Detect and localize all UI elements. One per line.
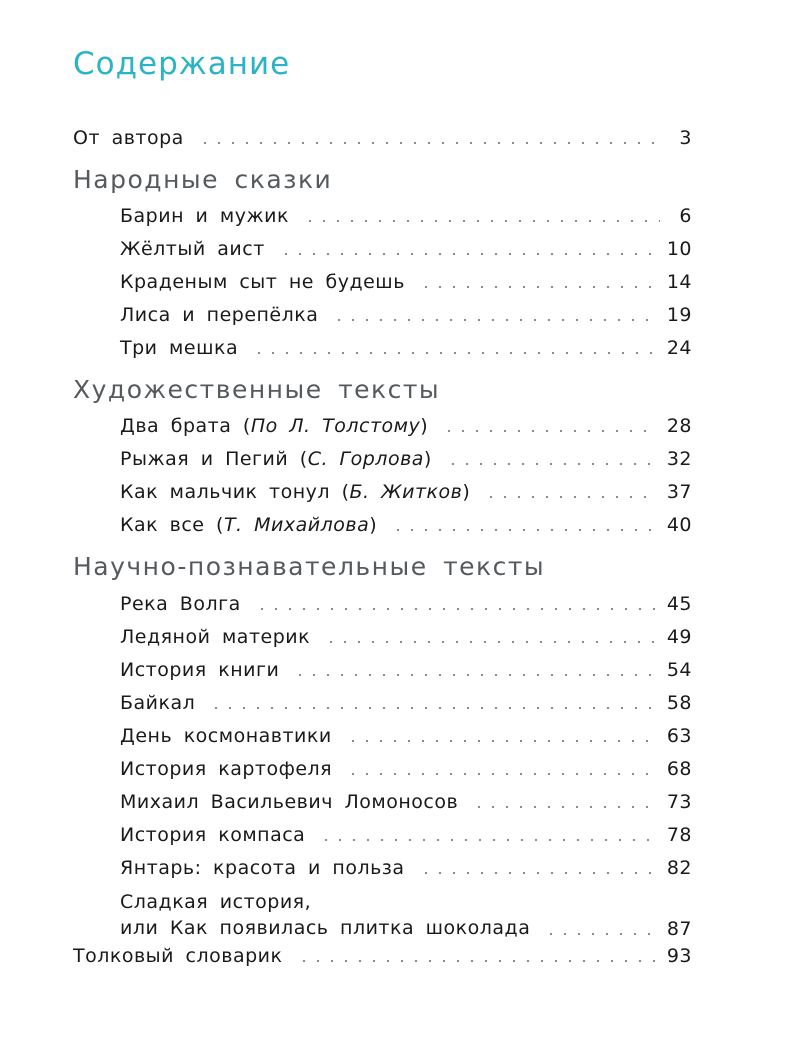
toc-entry[interactable]: [120, 238, 692, 260]
page-number: 78: [666, 824, 692, 846]
author-name: Т. Михайлова: [223, 514, 370, 536]
page-number: 68: [666, 758, 692, 780]
entry-label: Барин и мужик: [120, 205, 289, 227]
toc-entry[interactable]: [120, 448, 692, 470]
entry-label: Байкал: [120, 692, 196, 714]
entry-label: От автора: [73, 127, 184, 149]
section-heading: Народные сказки: [73, 165, 333, 194]
toc-entry[interactable]: [120, 758, 692, 780]
page-number: 24: [666, 337, 692, 359]
dot-leader: [472, 806, 657, 808]
toc-entry[interactable]: [120, 659, 692, 681]
author-name: Б. Житков: [349, 481, 463, 503]
author-name: По Л. Толстому: [250, 415, 421, 437]
entry-label: Как все (Т. Михайлова): [120, 514, 378, 536]
entry-label: Краденым сыт не будешь: [120, 271, 405, 293]
entry-label: [120, 890, 530, 940]
entry-label: Янтарь: красота и польза: [120, 857, 405, 879]
toc-entry[interactable]: [120, 791, 692, 813]
toc-entry[interactable]: [120, 271, 692, 293]
toc-entry[interactable]: [120, 481, 692, 503]
page-number: 40: [666, 514, 692, 536]
toc-entry[interactable]: [120, 205, 692, 227]
dot-leader: [544, 933, 656, 935]
entry-label-line: Сладкая история,: [120, 891, 312, 913]
dot-leader: [297, 960, 657, 962]
author-name: С. Горлова: [307, 448, 424, 470]
entry-label: Жёлтый аист: [120, 238, 265, 260]
page-number: 93: [666, 945, 692, 967]
page-number: 6: [679, 205, 692, 227]
section-heading: Научно-познавательные тексты: [73, 552, 546, 581]
entry-label: Михаил Васильевич Ломоносов: [120, 791, 459, 813]
dot-leader: [303, 220, 660, 222]
entry-label: Два брата (По Л. Толстому): [120, 415, 429, 437]
toc-entry[interactable]: [73, 945, 692, 967]
dot-leader: [419, 872, 657, 874]
toc-entry[interactable]: [120, 626, 692, 648]
entry-label: История книги: [120, 659, 280, 681]
page-number: 32: [666, 448, 692, 470]
page-number: 28: [666, 415, 692, 437]
page-number: 3: [679, 127, 692, 149]
page-number: 63: [666, 725, 692, 747]
page-number: 54: [666, 659, 692, 681]
toc-entry[interactable]: [120, 304, 692, 326]
page-number: 58: [666, 692, 692, 714]
dot-leader: [293, 674, 657, 676]
page-number: 49: [666, 626, 692, 648]
section-heading: Художественные тексты: [73, 375, 441, 404]
entry-label: Река Волга: [120, 593, 241, 615]
toc-entry[interactable]: [73, 127, 692, 149]
toc-entry[interactable]: [120, 725, 692, 747]
dot-leader: [209, 707, 657, 709]
dot-leader: [346, 740, 657, 742]
dot-leader: [346, 773, 657, 775]
dot-leader: [255, 608, 657, 610]
dot-leader: [252, 352, 657, 354]
toc-entry[interactable]: [120, 415, 692, 437]
page-number: 73: [666, 791, 692, 813]
page-number: 87: [666, 918, 692, 940]
entry-label: История картофеля: [120, 758, 333, 780]
toc-entry[interactable]: [120, 514, 692, 536]
toc-entry[interactable]: [120, 692, 692, 714]
dot-leader: [279, 253, 657, 255]
page-number: 37: [666, 481, 692, 503]
dot-leader: [332, 319, 656, 321]
toc-entry[interactable]: [120, 337, 692, 359]
dot-leader: [319, 839, 656, 841]
toc-entry[interactable]: [120, 824, 692, 846]
dot-leader: [446, 463, 657, 465]
entry-label: Лиса и перепёлка: [120, 304, 319, 326]
page-number: 10: [666, 238, 692, 260]
page-number: 14: [666, 271, 692, 293]
page-number: 45: [666, 593, 692, 615]
entry-label-line: или Как появилась плитка шоколада: [120, 917, 531, 939]
dot-leader: [391, 529, 657, 531]
entry-label: День космонавтики: [120, 725, 332, 747]
toc-entry[interactable]: [120, 593, 692, 615]
toc-entry[interactable]: [120, 857, 692, 879]
dot-leader: [484, 496, 657, 498]
dot-leader: [198, 142, 660, 144]
entry-label: Ледяной материк: [120, 626, 311, 648]
entry-label: История компаса: [120, 824, 306, 846]
toc-entry[interactable]: [120, 890, 692, 940]
toc-title: Содержание: [73, 46, 291, 82]
dot-leader: [442, 430, 657, 432]
entry-label: Три мешка: [120, 337, 239, 359]
page-number: 19: [666, 304, 692, 326]
entry-label: Толковый словарик: [73, 945, 283, 967]
entry-label: Рыжая и Пегий (С. Горлова): [120, 448, 432, 470]
dot-leader: [324, 641, 657, 643]
entry-label: Как мальчик тонул (Б. Житков): [120, 481, 471, 503]
page-number: 82: [666, 857, 692, 879]
dot-leader: [419, 286, 657, 288]
